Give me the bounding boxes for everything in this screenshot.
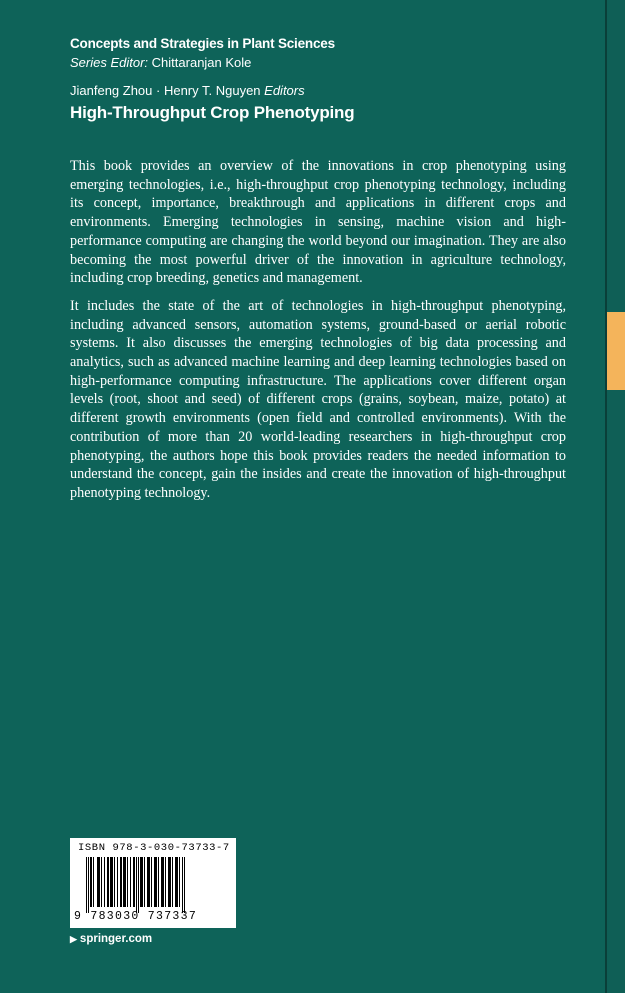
barcode-bar	[120, 857, 122, 907]
barcode-bar	[182, 857, 183, 913]
barcode-bar	[88, 857, 89, 913]
editors-label: Editors	[264, 83, 305, 98]
barcode-bar	[168, 857, 171, 907]
barcode-bar	[104, 857, 105, 907]
barcode-bar	[138, 857, 139, 913]
barcode-bar	[86, 857, 87, 913]
barcode-bar	[114, 857, 115, 907]
series-title: Concepts and Strategies in Plant Sciences	[70, 36, 335, 51]
back-cover-blurb	[70, 157, 566, 512]
barcode-bar	[130, 857, 131, 907]
barcode-bar	[184, 857, 185, 913]
barcode-bar	[172, 857, 173, 907]
blurb-paragraph: This book provides an overview of the innovations in crop phenotyping using emerging technologies, i.e., high-throughput crop phenotyping technology, including its concept, importance, breakthrough and applications in different crops and environments. Emerging technologies in sensing, machine vision and high-performance computing are changing the world beyond our imagination. They are also becoming the most powerful driver of the innovation in agriculture technology, including crop breeding, genetics and management.	[70, 158, 566, 287]
book-editors	[70, 83, 305, 98]
barcode-bar	[154, 857, 157, 907]
barcode-bar	[117, 857, 118, 907]
barcode-bar	[144, 857, 145, 907]
isbn-barcode	[70, 838, 236, 928]
arrow-icon: ▶	[70, 934, 77, 944]
barcode-bar	[158, 857, 159, 907]
publisher-link[interactable]	[70, 933, 152, 945]
series-editor	[70, 55, 251, 70]
barcode-bar	[179, 857, 180, 907]
barcode-bar	[101, 857, 102, 907]
barcode-bar	[123, 857, 126, 907]
barcode-bar	[161, 857, 164, 907]
barcode-bars	[86, 857, 226, 913]
editor-names: Jianfeng Zhou · Henry T. Nguyen	[70, 83, 261, 98]
barcode-bar	[151, 857, 152, 907]
barcode-bar	[133, 857, 135, 907]
barcode-bar	[136, 857, 137, 913]
barcode-bar	[165, 857, 166, 907]
spine-color-accent	[607, 312, 625, 390]
spine-strip	[607, 0, 625, 993]
barcode-bar	[110, 857, 113, 907]
barcode-bar	[107, 857, 109, 907]
barcode-bar	[127, 857, 128, 907]
series-editor-label: Series Editor:	[70, 55, 149, 70]
isbn-number: ISBN 978-3-030-73733-7	[78, 842, 230, 854]
barcode-bar	[97, 857, 100, 907]
barcode-bar	[147, 857, 150, 907]
publisher-url: springer.com	[79, 933, 153, 945]
series-editor-name: Chittaranjan Kole	[151, 55, 252, 70]
barcode-digits: 9 783030 737337	[74, 910, 198, 923]
blurb-paragraph: It includes the state of the art of technologies in high-throughput phenotyping, including advanced sensors, automation systems, ground-based or aerial robotic systems. It also discusses the emerging technologies of big data processing and analytics, such as advanced machine learning and deep learning technologies based on high-performance computing infrastructure. The applications cover different organ levels (root, shoot and seed) of different crops (grains, soybean, maize, potato) at different growth environments (open field and controlled environments). With the contribution of more than 20 world-leading researchers in high-throughput crop phenotyping, the authors hope this book provides readers the needed information to understand the concept, gain the insides and create the innovation of high-throughput phenotyping technology.	[70, 297, 566, 501]
barcode-bar	[175, 857, 178, 907]
barcode-bar	[140, 857, 143, 907]
barcode-bar	[90, 857, 92, 907]
barcode-bar	[93, 857, 94, 907]
book-title: High-Throughput Crop Phenotyping	[70, 103, 355, 122]
